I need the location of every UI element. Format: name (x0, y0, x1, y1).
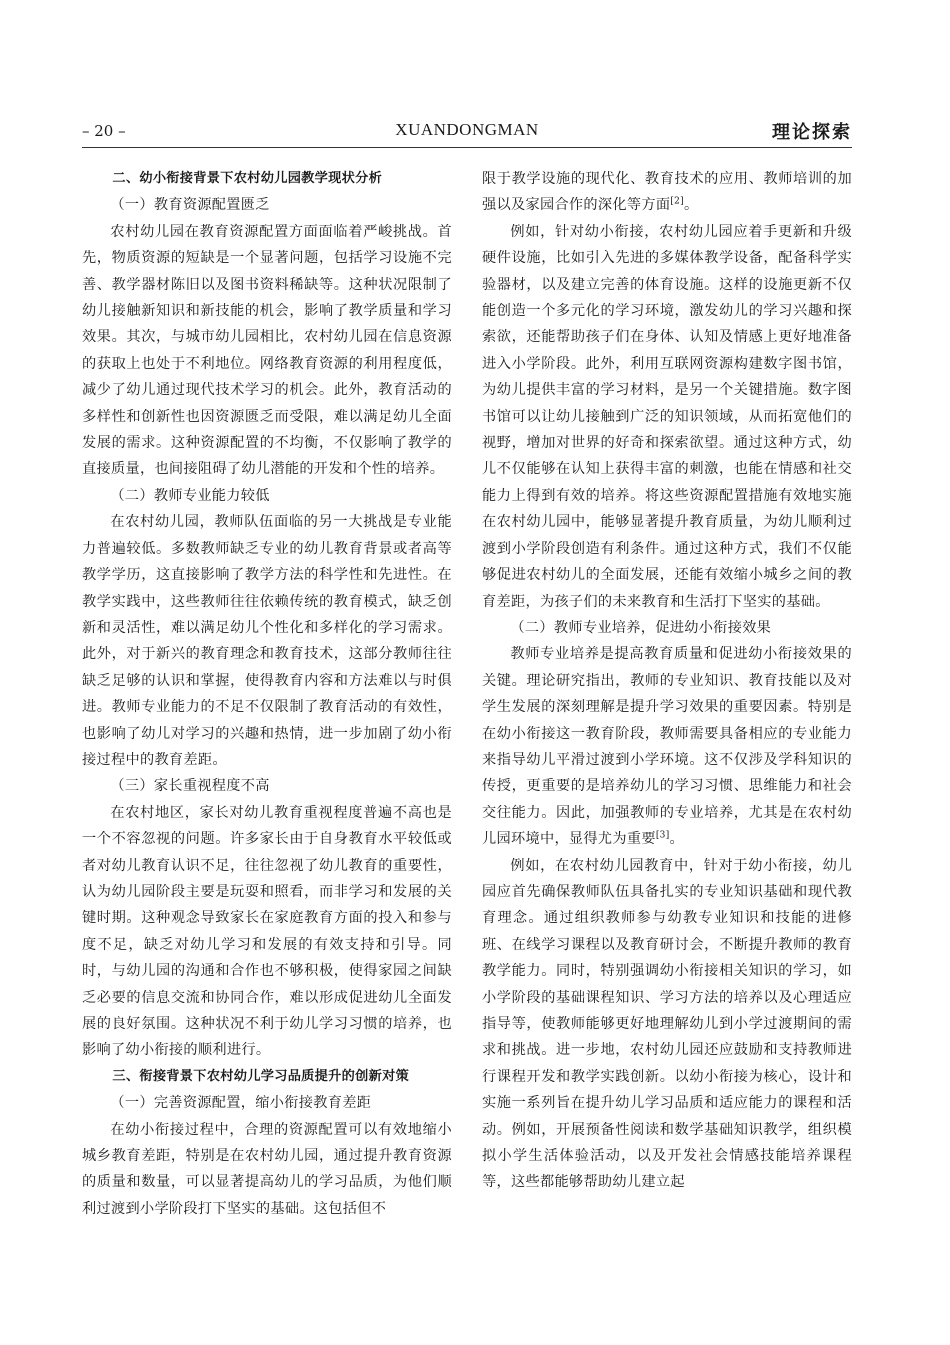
subsection-heading: （一）教育资源配置匮乏 (110, 197, 270, 214)
paragraph-end: 。 (669, 831, 685, 848)
paragraph: 在农村幼儿园，教师队伍面临的另一大挑战是专业能力普遍较低。多数教师缺乏专业的幼儿教育背景或者高等教学学历，这直接影响了教学方法的科学性和先进性。在教学实践中，这些教师往往依赖传统的教育模式，缺乏创新和灵活性，难以满足幼儿个性化和多样化的学习需求。此外，对于新兴的教育理念和教育技术，这部分教师往往缺乏足够的认识和掌握，使得教育内容和方法难以与时俱进。教师专业能力的不足不仅限制了教育活动的有效性，也影响了幼儿对学习的兴趣和热情，进一步加剧了幼小衔接过程中的教育差距。 (82, 514, 452, 768)
magazine-name: XUANDONGMAN (395, 120, 539, 139)
paragraph: 例如，针对幼小衔接，农村幼儿园应着手更新和升级硬件设施，比如引入先进的多媒体教学设备，配备科学实验器材，以及建立完善的体育设施。这样的设施更新不仅能创造一个多元化的学习环境，激发幼儿的学习兴趣和探索欲，还能帮助孩子们在身体、认知及情感上更好地准备进入小学阶段。此外，利用互联网资源构建数字图书馆，为幼儿提供丰富的学习材料，是另一个关键措施。数字图书馆可以让幼儿接触到广泛的知识领域，从而拓宽他们的视野，增加对世界的好奇和探索欲望。通过这种方式，幼儿不仅能够在认知上获得丰富的刺激，也能在情感和社交能力上得到有效的培养。将这些资源配置措施有效地实施在农村幼儿园中，能够显著提升教育质量，为幼儿顺利过渡到小学阶段创造有利条件。通过这种方式，我们不仅能够促进农村幼儿的全面发展，还能有效缩小城乡之间的教育差距，为孩子们的未来教育和生活打下坚实的基础。 (482, 223, 852, 610)
subsection-heading: （二）教师专业能力较低 (110, 487, 270, 504)
page-number: – 20 – (82, 122, 126, 140)
citation-ref: [3] (655, 830, 670, 841)
section-heading: 二、幼小衔接背景下农村幼儿园教学现状分析 (112, 171, 383, 186)
subsection-heading: （三）家长重视程度不高 (110, 778, 270, 795)
paragraph: 在幼小衔接过程中，合理的资源配置可以有效地缩小城乡教育差距，特别是在农村幼儿园，通过提升教育资源的质量和数量，可以显著提高幼儿的学习品质，为他们顺利过渡到小学阶段打下坚实的基础。这包括但不 (82, 1121, 452, 1217)
left-column (82, 166, 452, 1222)
section-title: 理论探索 (772, 122, 852, 143)
paragraph: 农村幼儿园在教育资源配置方面面临着严峻挑战。首先，物质资源的短缺是一个显著问题，包括学习设施不完善、教学器材陈旧以及图书资料稀缺等。这种状况限制了幼儿接触新知识和新技能的机会，影响了教学质量和学习效果。其次，与城市幼儿园相比，农村幼儿园在信息资源的获取上也处于不利地位。网络教育资源的利用程度低，减少了幼儿通过现代技术学习的机会。此外，教育活动的多样性和创新性也因资源匮乏而受限，难以满足幼儿全面发展的需求。这种资源配置的不均衡，不仅影响了教学的直接质量，也间接阻碍了幼儿潜能的开发和个性的培养。 (82, 223, 452, 478)
page-header (82, 118, 852, 148)
subsection-heading: （二）教师专业培养，促进幼小衔接效果 (510, 619, 772, 636)
paragraph: 例如，在农村幼儿园教育中，针对于幼小衔接，幼儿园应首先确保教师队伍具备扎实的专业知识基础和现代教育理念。通过组织教师参与幼教专业知识和技能的进修班、在线学习课程以及教育研讨会，不断提升教师的教育教学能力。同时，特别强调幼小衔接相关知识的学习，如小学阶段的基础课程知识、学习方法的培养以及心理适应指导等，使教师能够更好地理解幼儿到小学过渡期间的需求和挑战。进一步地，农村幼儿园还应鼓励和支持教师进行课程开发和教学实践创新。以幼小衔接为核心，设计和实施一系列旨在提升幼儿学习品质和适应能力的课程和活动。例如，开展预备性阅读和数学基础知识教学，组织模拟小学生活体验活动，以及开发社会情感技能培养课程等，这些都能够帮助幼儿建立起 (482, 857, 852, 1191)
citation-ref: [2] (670, 196, 684, 207)
header-rule (82, 147, 852, 148)
section-heading: 三、衔接背景下农村幼儿学习品质提升的创新对策 (112, 1068, 410, 1084)
paragraph-text: 教师专业培养是提高教育质量和促进幼小衔接效果的关键。理论研究指出，教师的专业知识、教育技能以及对学生发展的深刻理解是提升学习效果的重要因素。特别是在幼小衔接这一教育阶段，教师需要具备相应的专业能力来指导幼儿平滑过渡到小学环境。这不仅涉及学科知识的传授，更重要的是培养幼儿的学习习惯、思维能力和社会交往能力。因此，加强教师的专业培养，尤其是在农村幼儿园环境中，显得尤为重要 (482, 646, 852, 848)
paragraph-text: 限于教学设施的现代化、教育技术的应用、教师培训的加强以及家园合作的深化等方面 (482, 171, 852, 214)
paragraph (482, 641, 852, 852)
paragraph-continued (482, 166, 852, 219)
paragraph-end: 。 (684, 197, 699, 214)
right-column (482, 166, 852, 1196)
subsection-heading: （一）完善资源配置，缩小衔接教育差距 (110, 1095, 372, 1112)
paragraph: 在农村地区，家长对幼儿教育重视程度普遍不高也是一个不容忽视的问题。许多家长由于自身教育水平较低或者对幼儿教育认识不足，往往忽视了幼儿教育的重要性，认为幼儿园阶段主要是玩耍和照看，而非学习和发展的关键时期。这种观念导致家长在家庭教育方面的投入和参与度不足，缺乏对幼儿学习和发展的有效支持和引导。同时，与幼儿园的沟通和合作也不够积极，使得家园之间缺乏必要的信息交流和协同合作，难以形成促进幼儿全面发展的良好氛围。这种状况不利于幼儿学习习惯的培养，也影响了幼小衔接的顺利进行。 (82, 804, 452, 1059)
